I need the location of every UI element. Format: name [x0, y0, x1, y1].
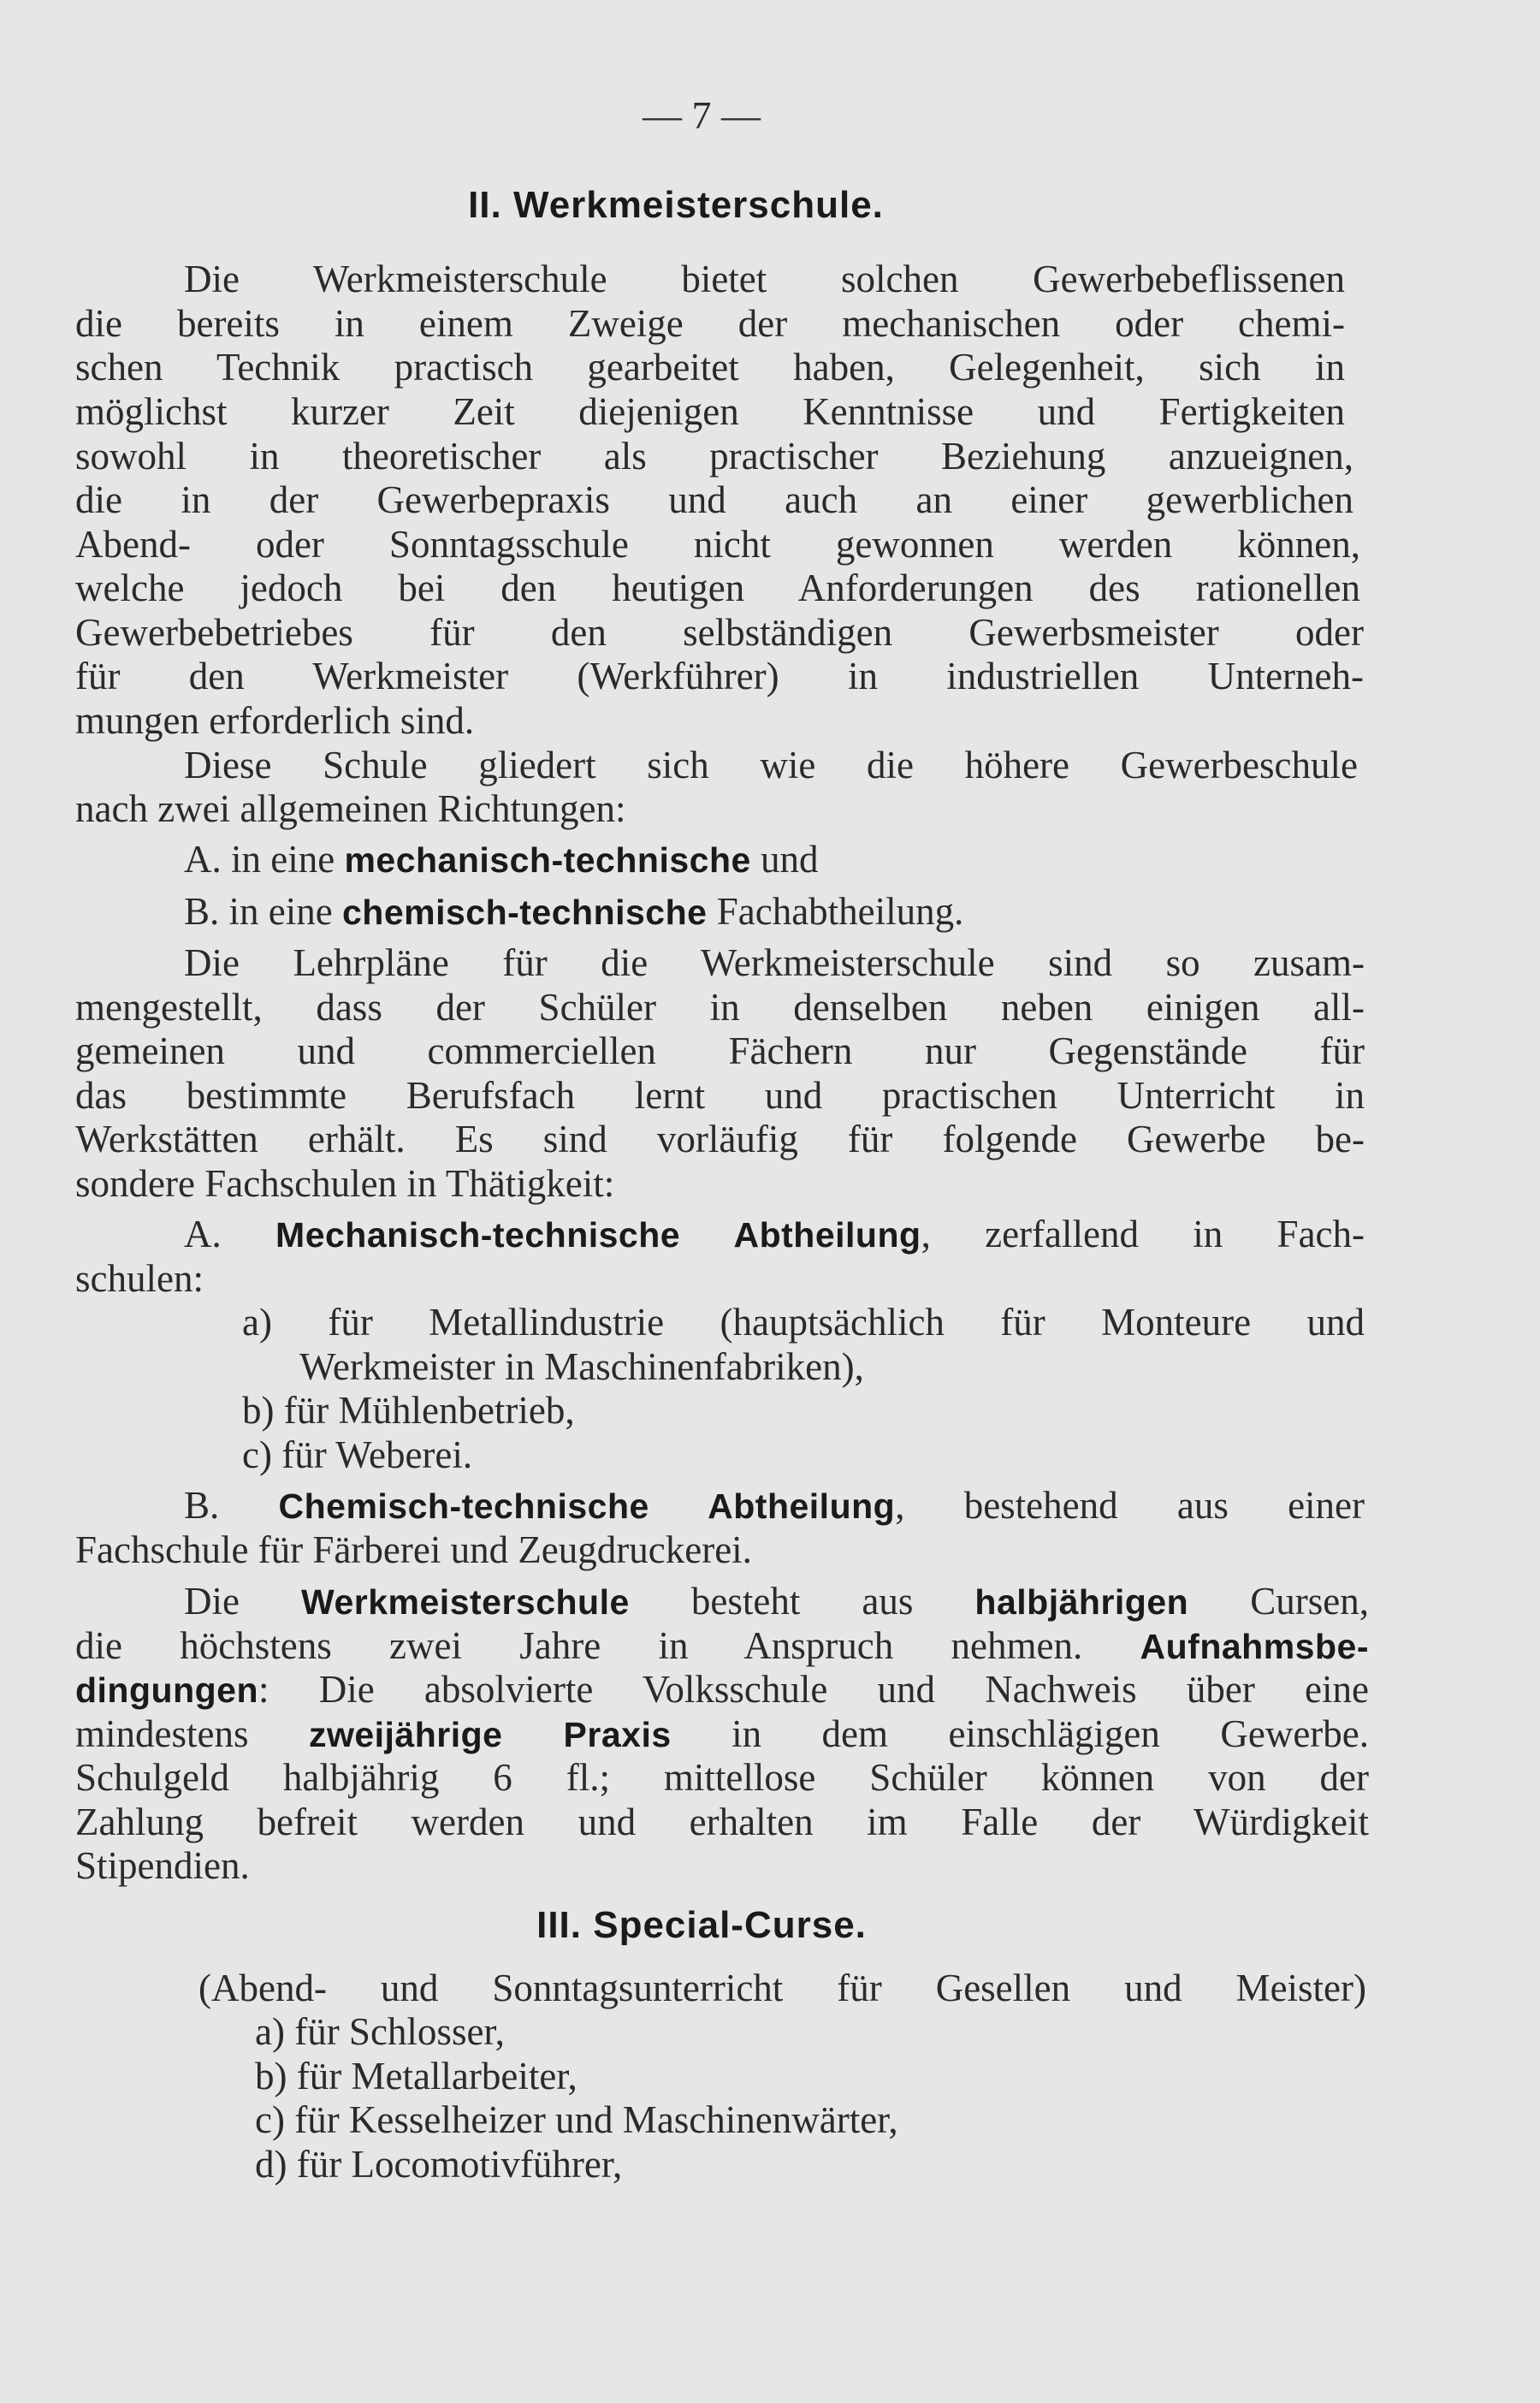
- text-line: gemeinen und commerciellen Fächern nur Gegenstände für: [75, 1029, 1365, 1072]
- text-line: für den Werkmeister (Werkführer) in industriellen Unterneh-: [75, 655, 1364, 697]
- text-line: mungen erforderlich sind.: [75, 699, 475, 742]
- text-line: mindestens zweijährige Praxis in dem einschlägigen Gewerbe.: [75, 1712, 1369, 1755]
- text-line: möglichst kurzer Zeit diejenigen Kenntnisse und Fertigkeiten: [75, 390, 1345, 433]
- text-line: die bereits in einem Zweige der mechanischen oder chemi-: [75, 302, 1345, 345]
- department-a-bold: Mechanisch-technische Abtheilung: [275, 1215, 921, 1255]
- section-heading-werkmeisterschule: II. Werkmeisterschule.: [468, 184, 884, 226]
- department-a: A. Mechanisch-technische Abtheilung, zerfallend in Fach-: [184, 1213, 1365, 1255]
- page-number: — 7 —: [643, 93, 761, 137]
- list-item: a) für Metallindustrie (hauptsächlich für Monteure und: [242, 1301, 1365, 1344]
- section-heading-special-curse: III. Special-Curse.: [536, 1904, 867, 1946]
- text-line: Abend- oder Sonntagsschule nicht gewonnen werden können,: [75, 523, 1360, 566]
- direction-a-bold: mechanisch-technische: [344, 840, 751, 880]
- list-item: b) für Mühlenbetrieb,: [242, 1389, 575, 1432]
- text-line: schulen:: [75, 1257, 204, 1300]
- text-line: Schulgeld halbjährig 6 fl.; mittellose Schüler können von der: [75, 1756, 1369, 1799]
- list-item: b) für Metallarbeiter,: [255, 2055, 578, 2097]
- list-item: c) für Kesselheizer und Maschinenwärter,: [255, 2098, 898, 2141]
- text-line: Fachschule für Färberei und Zeugdruckerei.: [75, 1528, 752, 1571]
- text-line: Gewerbebetriebes für den selbständigen Gewerbsmeister oder: [75, 611, 1364, 654]
- text-line: dingungen: Die absolvierte Volksschule und Nachweis über eine: [75, 1668, 1369, 1711]
- text-line: Diese Schule gliedert sich wie die höhere Gewerbeschule: [184, 744, 1358, 786]
- direction-a: A. in eine mechanisch-technische und: [184, 838, 819, 881]
- list-item: Werkmeister in Maschinenfabriken),: [299, 1345, 864, 1388]
- direction-b-bold: chemisch-technische: [341, 893, 708, 932]
- text-line: sondere Fachschulen in Thätigkeit:: [75, 1162, 615, 1205]
- department-b-bold: Chemisch-technische Abtheilung: [278, 1486, 896, 1526]
- text-line: Die Werkmeisterschule bietet solchen Gewerbebeflissenen: [184, 258, 1345, 300]
- direction-b: B. in eine chemisch-technische Fachabtheilung.: [184, 890, 964, 933]
- list-item: a) für Schlosser,: [255, 2010, 505, 2053]
- text-line: die höchstens zwei Jahre in Anspruch nehmen. Aufnahmsbe-: [75, 1624, 1369, 1667]
- text-line: Die Werkmeisterschule besteht aus halbjährigen Cursen,: [184, 1580, 1369, 1623]
- text-line: welche jedoch bei den heutigen Anforderungen des rationellen: [75, 567, 1360, 609]
- text-line: Die Lehrpläne für die Werkmeisterschule sind so zusam-: [184, 941, 1365, 984]
- text-line: Werkstätten erhält. Es sind vorläufig für folgende Gewerbe be-: [75, 1118, 1365, 1160]
- text-line: nach zwei allgemeinen Richtungen:: [75, 787, 626, 830]
- list-item: c) für Weberei.: [242, 1433, 473, 1476]
- list-item: d) für Locomotivführer,: [255, 2143, 623, 2186]
- text-line: das bestimmte Berufsfach lernt und practischen Unterricht in: [75, 1074, 1365, 1117]
- text-line: die in der Gewerbepraxis und auch an einer gewerblichen: [75, 478, 1353, 521]
- text-line: sowohl in theoretischer als practischer Beziehung anzueignen,: [75, 435, 1353, 478]
- department-b: B. Chemisch-technische Abtheilung, bestehend aus einer: [184, 1484, 1365, 1527]
- text-line: Stipendien.: [75, 1844, 250, 1887]
- section-subtitle: (Abend- und Sonntagsunterricht für Gesellen und Meister): [198, 1967, 1366, 2009]
- text-line: Zahlung befreit werden und erhalten im Falle der Würdigkeit: [75, 1801, 1369, 1843]
- text-line: mengestellt, dass der Schüler in denselben neben einigen all-: [75, 986, 1365, 1029]
- text-line: schen Technik practisch gearbeitet haben, Gelegenheit, sich in: [75, 346, 1345, 389]
